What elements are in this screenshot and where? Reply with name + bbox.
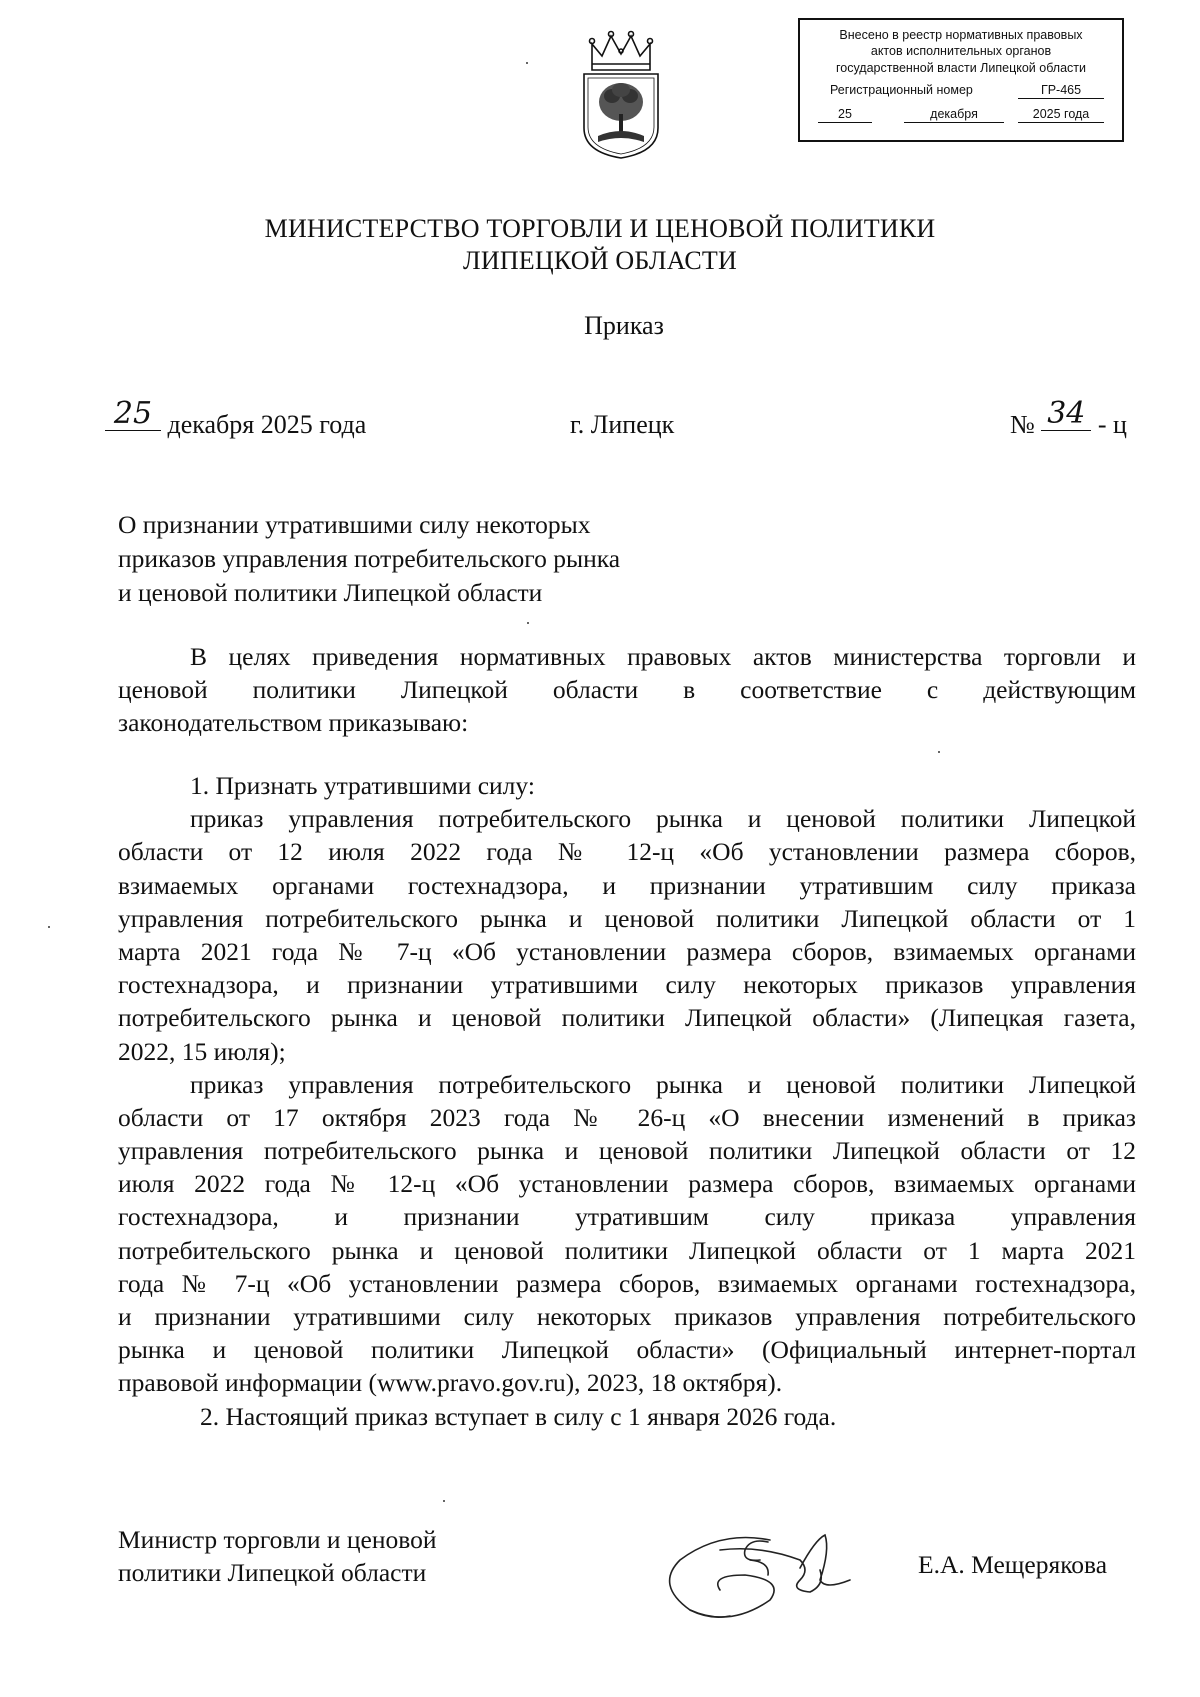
order-1-line: потребительского рынка и ценовой политики Липецкой области» (Липецкая газета, [118, 1003, 1136, 1033]
ministry-title-line-1: МИНИСТЕРСТВО ТОРГОВЛИ И ЦЕНОВОЙ ПОЛИТИКИ [264, 214, 936, 243]
order-1-line: приказ управления потребительского рынка и ценовой политики Липецкой [190, 804, 1136, 834]
signatory-position-line-1: Министр торговли и ценовой [118, 1525, 437, 1554]
subject-line-3: и ценовой политики Липецкой области [118, 578, 543, 607]
scan-speck [526, 62, 528, 64]
order-2-line: июля 2022 года № 12-ц «Об установлении размера сборов, взимаемых органами [118, 1169, 1136, 1199]
stamp-year: 2025 года [1018, 106, 1104, 123]
stamp-day: 25 [818, 106, 872, 123]
order-number-suffix: - ц [1097, 410, 1127, 439]
intro-line-1: В целях приведения нормативных правовых актов министерства торговли и [190, 642, 1136, 671]
subject-line-1: О признании утратившими силу некоторых [118, 510, 591, 539]
order-city: г. Липецк [570, 410, 675, 439]
intro-line-3: законодательством приказываю: [118, 708, 469, 738]
order-subject [118, 508, 620, 610]
order-number-handwritten: 34 [1041, 398, 1091, 431]
order-2-line: рынка и ценовой политики Липецкой области» (Официальный интернет-портал [118, 1335, 1136, 1365]
item-1 [118, 769, 1136, 1433]
order-2-line: года № 7-ц «Об установлении размера сборов, взимаемых органами гостехнадзора, [118, 1268, 1136, 1298]
order-number [1010, 396, 1127, 439]
stamp-line-2: актов исполнительных органов [870, 44, 1052, 58]
signatory-position-line-2: политики Липецкой области [118, 1558, 427, 1587]
ministry-title-line-2: ЛИПЕЦКОЙ ОБЛАСТИ [463, 246, 737, 275]
signatory-position [118, 1523, 437, 1589]
order-number-prefix: № [1010, 410, 1035, 439]
scan-speck [527, 622, 529, 624]
signatory-name: Е.А. Мещерякова [918, 1550, 1108, 1579]
scan-speck [48, 926, 50, 928]
stamp-line-3: государственной власти Липецкой области [835, 61, 1087, 75]
order-2-line: управления потребительского рынка и ценовой политики Липецкой области от 12 [118, 1136, 1136, 1166]
order-1-line: управления потребительского рынка и ценовой политики Липецкой области от 1 [118, 903, 1136, 933]
registry-stamp [798, 18, 1124, 142]
stamp-reg-label: Регистрационный номер [830, 83, 973, 97]
order-1-line: взимаемых органами гостехнадзора, и признании утратившим силу приказа [118, 870, 1136, 900]
intro-line-2: ценовой политики Липецкой области в соответствие с действующим [118, 675, 1136, 705]
order-2-line: приказ управления потребительского рынка и ценовой политики Липецкой [190, 1069, 1136, 1099]
order-1-line: 2022, 15 июля); [118, 1036, 286, 1066]
order-date [105, 396, 367, 439]
scan-speck [443, 1500, 445, 1502]
order-1-line: области от 12 июля 2022 года № 12-ц «Об установлении размера сборов, [118, 837, 1136, 867]
subject-line-2: приказов управления потребительского рынка [118, 544, 621, 573]
order-1-line: гостехнадзора, и признании утратившими силу некоторых приказов управления [118, 970, 1136, 1000]
order-2-line: и признании утратившими силу некоторых приказов управления потребительского [118, 1302, 1136, 1331]
item-1-heading: 1. Признать утратившими силу: [190, 771, 535, 800]
item-2: 2. Настоящий приказ вступает в силу с 1 января 2026 года. [200, 1401, 837, 1431]
intro-paragraph [118, 640, 1136, 740]
stamp-reg-number: ГР-465 [1018, 82, 1104, 99]
order-2-line: потребительского рынка и ценовой политики Липецкой области от 1 марта 2021 [118, 1235, 1136, 1265]
scan-speck [938, 751, 940, 753]
order-day-handwritten: 25 [105, 398, 161, 431]
order-date-rest: декабря 2025 года [167, 410, 367, 439]
coat-of-arms-emblem [578, 30, 664, 162]
stamp-line-1: Внесено в реестр нормативных правовых [839, 28, 1083, 42]
stamp-month: декабря [904, 106, 1004, 123]
order-2-line: правовой информации (www.pravo.gov.ru), 2023, 18 октября). [118, 1368, 783, 1398]
order-1-line: марта 2021 года № 7-ц «Об установлении размера сборов, взимаемых органами [118, 936, 1136, 966]
document-type: Приказ [584, 311, 664, 340]
handwritten-signature [650, 1520, 880, 1630]
order-2-line: области от 17 октября 2023 года № 26-ц «О внесении изменений в приказ [118, 1102, 1136, 1132]
order-2-line: гостехнадзора, и признании утратившим силу приказа управления [118, 1202, 1136, 1232]
